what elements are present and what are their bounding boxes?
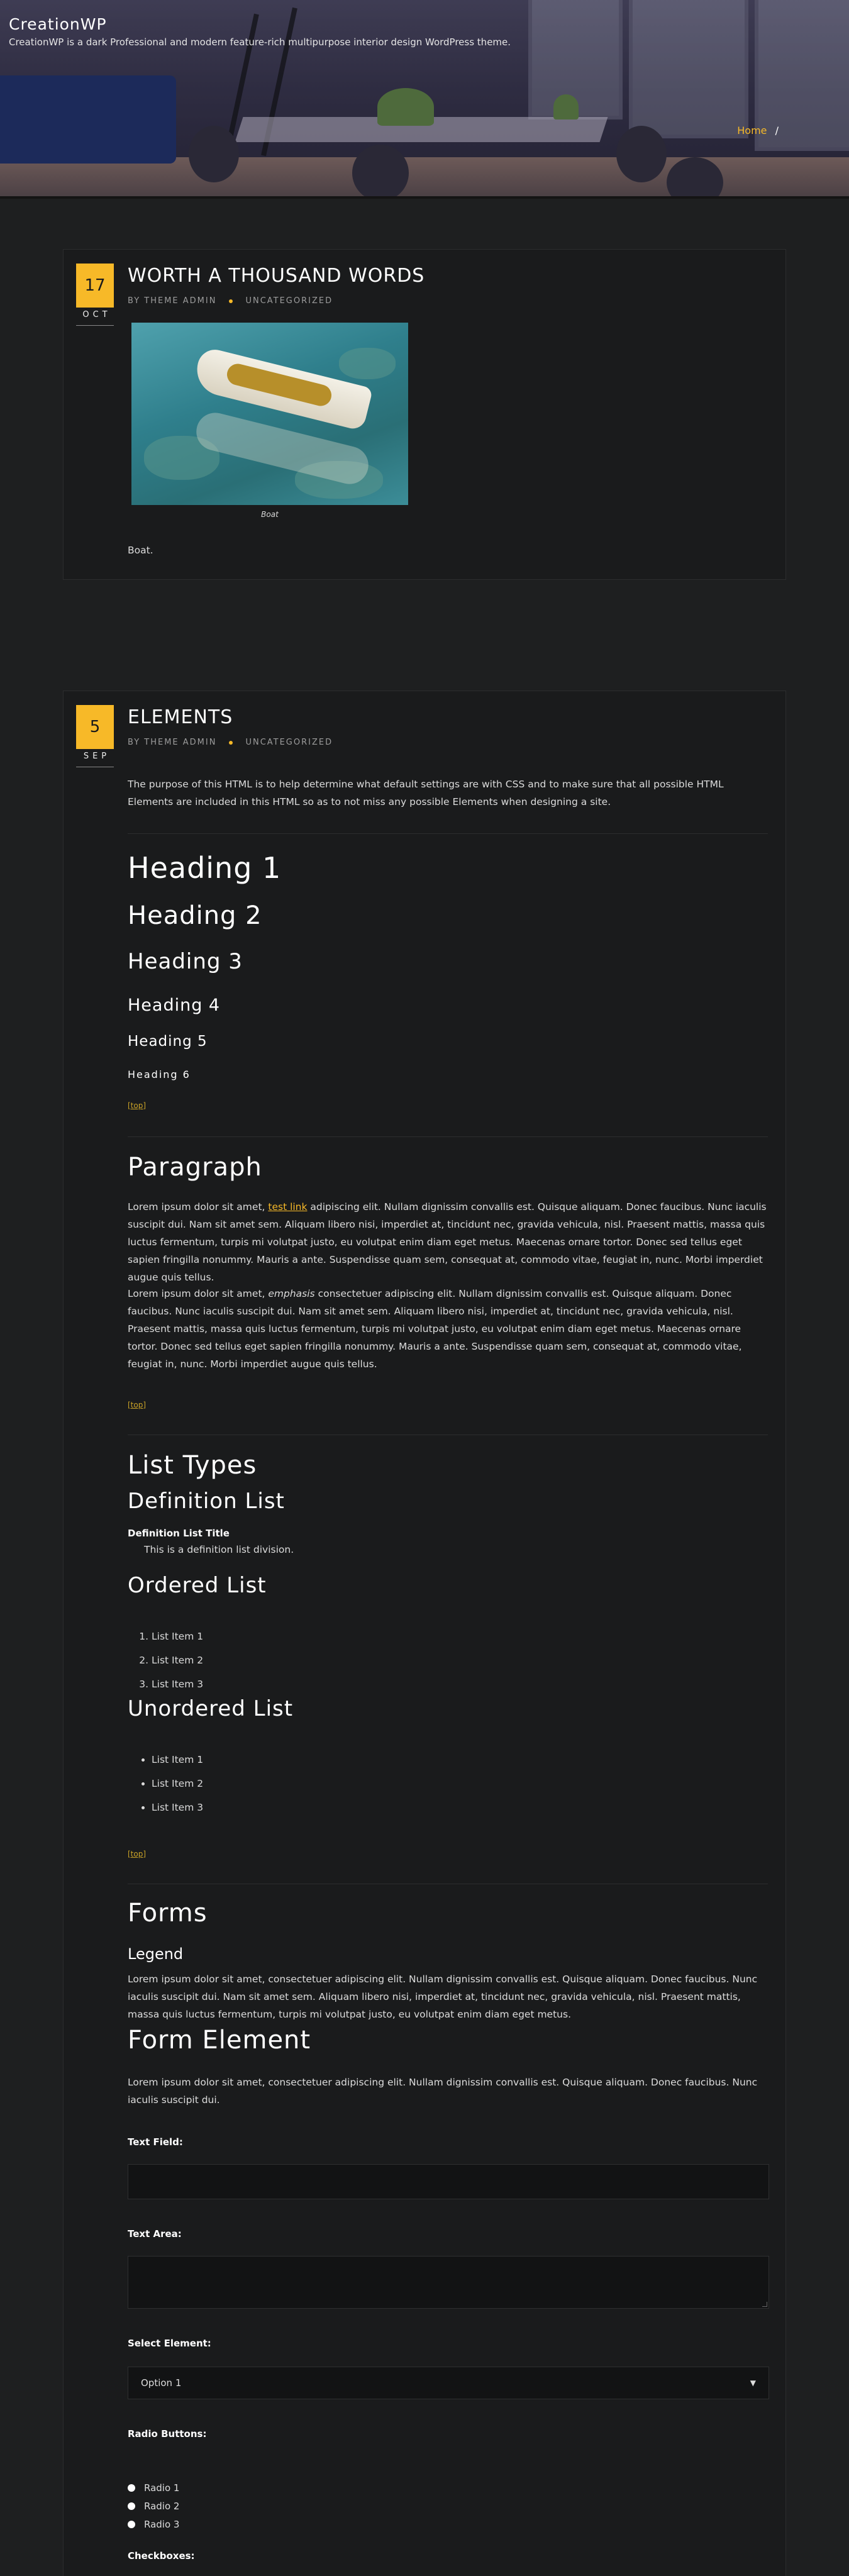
radio-icon[interactable] xyxy=(128,2484,135,2492)
ordered-list-title: Ordered List xyxy=(128,1573,267,1598)
list-item: 3. List Item 3 xyxy=(152,1672,718,1696)
post-excerpt: Boat. xyxy=(128,545,153,556)
post-meta xyxy=(128,738,333,747)
text-area-label: Text Area: xyxy=(128,2228,182,2240)
form-legend: Legend xyxy=(128,1945,184,1963)
list-types-title: List Types xyxy=(128,1451,257,1480)
radio-text: Radio 3 xyxy=(144,2518,180,2530)
post-author[interactable]: BY THEME ADMIN xyxy=(128,738,217,747)
post-date-day: 5 xyxy=(76,705,114,749)
unordered-list xyxy=(152,1748,718,1819)
text-field-label: Text Field: xyxy=(128,2136,183,2148)
ordered-list xyxy=(152,1624,718,1696)
paragraph-text xyxy=(128,1198,769,1286)
form-element-text: Lorem ipsum dolor sit amet, consectetuer adipiscing elit. Nullam dignissim convallis est. Quisque aliquam. Donec faucibus. Nunc iaculis suscipit dui. xyxy=(128,2077,758,2106)
select-label: Select Element: xyxy=(128,2338,211,2349)
meta-dot-icon xyxy=(229,741,233,745)
post-card xyxy=(63,691,786,2576)
list-item: • List Item 2 xyxy=(152,1772,718,1796)
post-title[interactable]: ELEMENTS xyxy=(128,706,233,728)
text-area-input[interactable] xyxy=(128,2256,769,2309)
paragraph-title: Paragraph xyxy=(128,1153,262,1182)
section-divider xyxy=(128,1136,768,1137)
breadcrumb-separator: / xyxy=(775,125,779,136)
definition-list-title: Definition List xyxy=(128,1489,285,1514)
date-divider xyxy=(76,325,114,326)
heading-5: Heading 5 xyxy=(128,1033,208,1050)
chevron-down-icon: ▼ xyxy=(750,2379,756,2387)
radio-text: Radio 2 xyxy=(144,2500,180,2512)
form-element-title: Form Element xyxy=(128,2026,311,2055)
post-intro: The purpose of this HTML is to help determine what default settings are with CSS and to make sure that all possible HTML Elements are included in this HTML so as to not miss any possible Elements when designing a site. xyxy=(128,779,724,808)
list-item: 2. List Item 2 xyxy=(152,1648,718,1672)
paragraph-text-part: Lorem ipsum dolor sit amet, xyxy=(128,1288,269,1299)
radio-text: Radio 1 xyxy=(144,2482,180,2494)
definition-description: This is a definition list division. xyxy=(144,1544,294,1555)
breadcrumb-home-link[interactable]: Home xyxy=(737,125,767,136)
radio-icon[interactable] xyxy=(128,2521,135,2528)
heading-3: Heading 3 xyxy=(128,949,243,974)
radio-icon[interactable] xyxy=(128,2502,135,2510)
emphasis-text: emphasis xyxy=(268,1288,315,1299)
post-meta xyxy=(128,296,333,306)
heading-2: Heading 2 xyxy=(128,901,262,930)
definition-term: Definition List Title xyxy=(128,1528,230,1539)
banner-chair xyxy=(189,126,239,182)
unordered-list-title: Unordered List xyxy=(128,1696,294,1721)
section-divider xyxy=(128,833,768,834)
paragraph-text-part: consectetuer adipiscing elit. Nullam dignissim convallis est. Quisque aliquam. Donec faucibus. Nunc iaculis suscipit dui. Nam sit amet sem. Aliquam libero nisi, imperdiet at, tincidunt nec, gravida vehicula, nisl. Praesent mattis, massa quis luctus fermentum, turpis mi volutpat justo, eu volutpat enim diam eget metus. Maecenas ornare tortor. Donec sed tellus eget sapien fringilla nonummy. Mauris a ante. Suspendisse quam sem, consequat at, commodo vitae, feugiat in, nunc. Morbi imperdiet augue quis tellus. xyxy=(128,1288,742,1370)
site-description: CreationWP is a dark Professional and modern feature-rich multipurpose interior design WordPress theme. xyxy=(9,36,511,48)
heading-6: Heading 6 xyxy=(128,1069,191,1080)
post-title[interactable]: WORTH A THOUSAND WORDS xyxy=(128,265,425,287)
select-element[interactable] xyxy=(128,2367,769,2399)
test-link[interactable]: test link xyxy=(268,1201,308,1213)
post-author[interactable]: BY THEME ADMIN xyxy=(128,296,217,306)
banner-chair xyxy=(352,145,409,199)
banner-plant xyxy=(553,94,579,119)
top-link[interactable]: [top] xyxy=(128,1101,147,1110)
heading-1: Heading 1 xyxy=(128,851,282,885)
forms-title: Forms xyxy=(128,1899,208,1928)
post-card xyxy=(63,249,786,580)
banner-sofa xyxy=(0,75,176,164)
legend-text: Lorem ipsum dolor sit amet, consectetuer adipiscing elit. Nullam dignissim convallis est. Quisque aliquam. Donec faucibus. Nunc iaculis suscipit dui. Nam sit amet sem. Aliquam libero nisi, imperdiet at, tincidunt nec, gravida vehicula, nisl. Praesent mattis, massa quis luctus fermentum, turpis mi volutpat justo, eu volutpat enim diam eget metus. xyxy=(128,1974,758,2020)
top-link[interactable]: [top] xyxy=(128,1401,147,1409)
list-item: • List Item 3 xyxy=(152,1796,718,1819)
post-date-month: OCT xyxy=(82,310,111,319)
meta-dot-icon xyxy=(229,299,233,303)
list-item: • List Item 1 xyxy=(152,1748,718,1772)
paragraph-text xyxy=(128,1285,769,1373)
banner-plant xyxy=(377,88,434,126)
checkbox-label: Checkboxes: xyxy=(128,2550,195,2562)
paragraph-text-part: Lorem ipsum dolor sit amet, xyxy=(128,1201,269,1213)
paragraph-text-part: adipiscing elit. Nullam dignissim convallis est. Quisque aliquam. Donec faucibus. Nunc iaculis suscipit dui. Nam sit amet sem. Aliquam libero nisi, imperdiet at, tincidunt nec, gravida vehicula, nisl. Praesent mattis, massa quis luctus fermentum, turpis mi volutpat justo, eu volutpat enim diam eget metus. Maecenas ornare tortor. Donec sed tellus eget sapien fringilla nonummy. Mauris a ante. Suspendisse quam sem, consequat at, commodo vitae, feugiat in, nunc. Morbi imperdiet augue quis tellus. xyxy=(128,1201,767,1283)
post-date-month: SEP xyxy=(83,752,111,761)
banner-window xyxy=(629,0,748,138)
resize-handle-icon[interactable] xyxy=(762,2302,767,2307)
post-category[interactable]: UNCATEGORIZED xyxy=(245,296,333,306)
radio-option[interactable] xyxy=(128,2479,769,2497)
banner-chair xyxy=(616,126,667,182)
heading-4: Heading 4 xyxy=(128,996,221,1015)
post-category[interactable]: UNCATEGORIZED xyxy=(245,738,333,747)
radio-label: Radio Buttons: xyxy=(128,2428,207,2440)
water-rock xyxy=(339,348,396,379)
top-link[interactable]: [top] xyxy=(128,1850,147,1858)
image-caption: Boat xyxy=(261,510,279,519)
boat-image[interactable] xyxy=(131,323,408,505)
text-field-input[interactable] xyxy=(128,2164,769,2199)
breadcrumb xyxy=(737,125,779,136)
radio-group xyxy=(128,2479,769,2533)
select-value: Option 1 xyxy=(141,2377,182,2389)
post-date-day: 17 xyxy=(76,264,114,308)
header-banner xyxy=(0,0,849,199)
list-item: 1. List Item 1 xyxy=(152,1624,718,1648)
site-title[interactable]: CreationWP xyxy=(9,15,107,33)
radio-option[interactable] xyxy=(128,2515,769,2533)
radio-option[interactable] xyxy=(128,2497,769,2515)
banner-divider xyxy=(0,196,849,199)
